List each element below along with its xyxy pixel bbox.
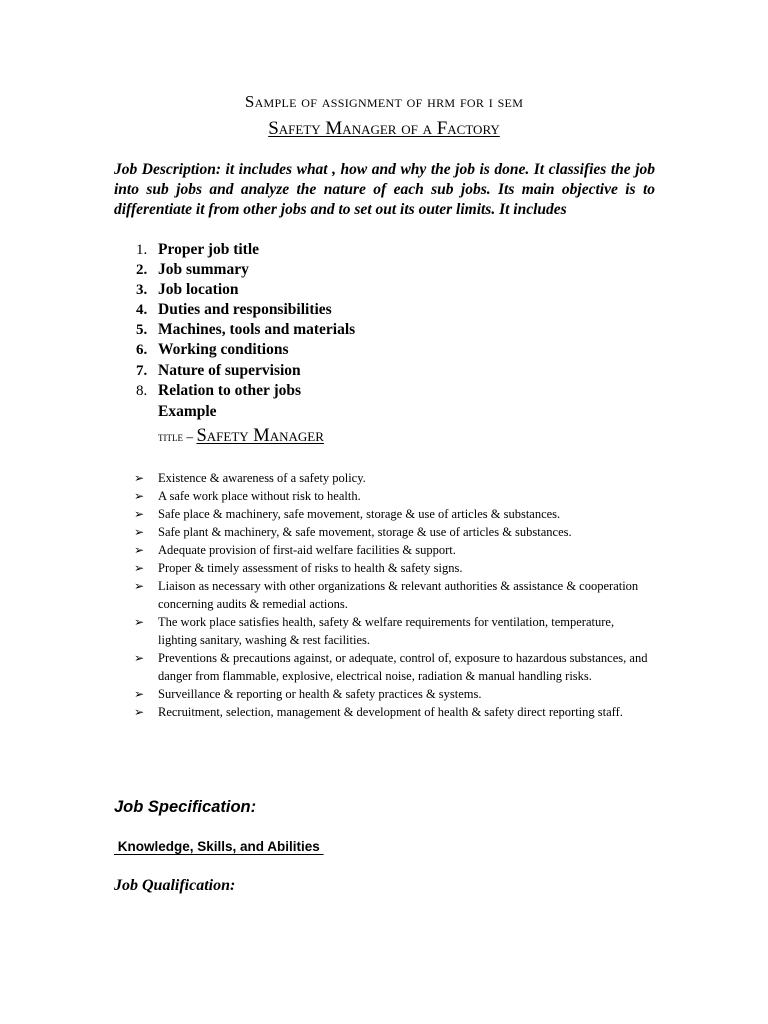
bullet-item [134, 469, 654, 487]
role-title [158, 426, 324, 447]
bullet-text: Safe place & machinery, safe movement, storage & use of articles & substances. [158, 507, 561, 521]
bullet-item [134, 523, 654, 541]
item-number: 7. [136, 362, 148, 379]
arrow-bullet-icon: ➢ [134, 651, 145, 665]
role-title-prefix: title – [158, 429, 197, 444]
role-title-value: Safety Manager [196, 426, 324, 446]
arrow-bullet-icon: ➢ [134, 561, 145, 575]
bullet-item [134, 487, 654, 505]
arrow-bullet-icon: ➢ [134, 615, 145, 629]
item-number: 5. [136, 322, 148, 339]
bullet-item [134, 559, 654, 577]
item-number: 4. [136, 302, 148, 319]
job-qualification-heading: Job Qualification: [114, 877, 236, 894]
item-number: 6. [136, 342, 148, 359]
bullet-item [134, 649, 654, 685]
item-number: 2. [136, 262, 148, 279]
arrow-bullet-icon: ➢ [134, 705, 145, 719]
item-text: Relation to other jobs [158, 381, 302, 399]
document-heading: Sample of assignment of hrm for i sem [244, 92, 524, 111]
bullet-item [134, 685, 654, 703]
ksa-subheading: Knowledge, Skills, and Abilities [114, 839, 324, 854]
bullet-item [134, 541, 654, 559]
bullet-text: Existence & awareness of a safety policy. [158, 471, 366, 485]
item-text: Proper job title [158, 241, 260, 258]
arrow-bullet-icon: ➢ [134, 543, 145, 557]
item-number: 1. [136, 242, 148, 258]
job-specification-heading: Job Specification: [114, 798, 257, 816]
bullet-text: The work place satisfies health, safety & welfare requirements for ventilation, temperature, lighting sanitary, washing & rest facilities. [158, 615, 615, 647]
item-text: Machines, tools and materials [158, 321, 356, 339]
item-text: Duties and responsibilities [158, 301, 332, 319]
item-text: Nature of supervision [158, 361, 301, 379]
bullet-item [134, 505, 654, 523]
item-text: Job location [158, 281, 239, 299]
bullet-text: Liaison as necessary with other organizations & relevant authorities & assistance & cooperation concerning audits & remedial actions. [158, 579, 639, 611]
bullet-item [134, 703, 654, 721]
bullet-text: Surveillance & reporting or health & safety practices & systems. [158, 687, 482, 701]
document-subheading [0, 118, 768, 140]
bullet-text: A safe work place without risk to health. [158, 489, 361, 503]
subheading-text: Safety Manager of a Factory [268, 118, 500, 139]
bullet-item [134, 613, 654, 649]
arrow-bullet-icon: ➢ [134, 507, 145, 521]
arrow-bullet-icon: ➢ [134, 579, 145, 593]
arrow-bullet-icon: ➢ [134, 471, 145, 485]
bullet-item [134, 577, 654, 613]
item-number: 8. [136, 382, 148, 399]
bullet-text: Recruitment, selection, management & development of health & safety direct reporting staff. [158, 705, 623, 719]
job-description-paragraph: Job Description: it includes what , how and why the job is done. It classifies the job into sub jobs and analyze the nature of each sub jobs. Its main objective is to differentiate it from other jobs and to set out its outer limits. It includes [114, 161, 655, 218]
bullet-text: Preventions & precautions against, or adequate, control of, exposure to hazardous substances, and danger from flammable, explosive, electrical noise, radiation & manual handling risks. [158, 651, 648, 683]
bullet-text: Adequate provision of first-aid welfare facilities & support. [158, 543, 456, 557]
item-number: 3. [136, 282, 148, 299]
arrow-bullet-icon: ➢ [134, 489, 145, 503]
item-text: Working conditions [158, 341, 289, 359]
arrow-bullet-icon: ➢ [134, 525, 145, 539]
bullet-text: Proper & timely assessment of risks to health & safety signs. [158, 561, 463, 575]
bullet-text: Safe plant & machinery, & safe movement, storage & use of articles & substances. [158, 525, 572, 539]
item-text: Job summary [158, 261, 249, 279]
arrow-bullet-icon: ➢ [134, 687, 145, 701]
duties-bullet-list [134, 469, 654, 721]
example-label: Example [158, 403, 217, 420]
